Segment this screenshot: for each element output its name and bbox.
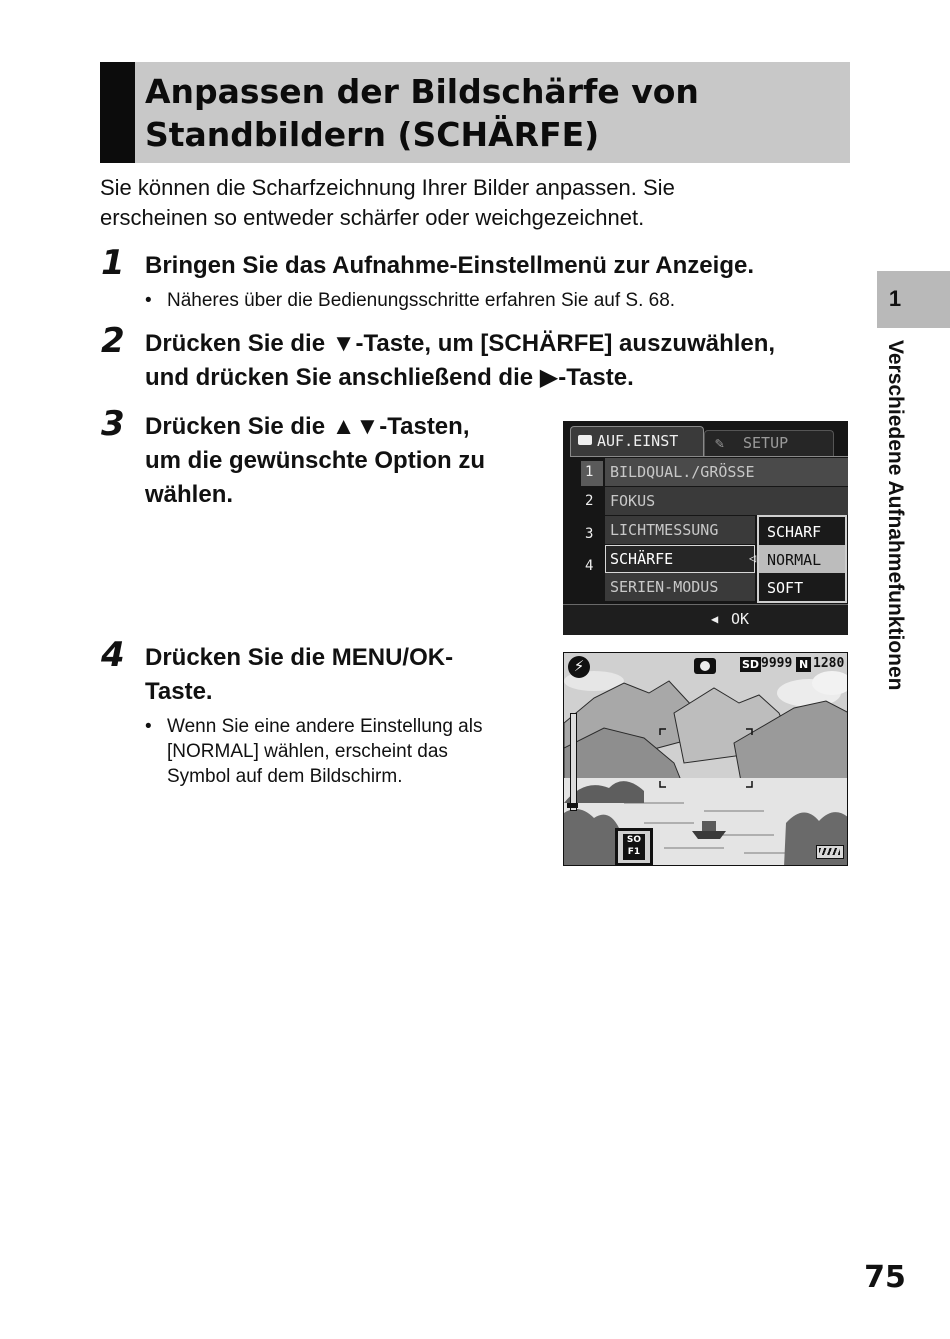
step-3-title-line1: Drücken Sie die ▲▼-Tasten, (145, 413, 470, 440)
step-2-title-line2: und drücken Sie anschließend die ▶-Taste. (145, 364, 634, 391)
title-accent-block (100, 62, 135, 163)
chapter-label: Verschiedene Aufnahmefunktionen (884, 340, 907, 691)
tab-auf-einst (570, 426, 704, 457)
menu-item-serien-modus-label: SERIEN-MODUS (610, 578, 719, 596)
step-4-bullet-text (167, 714, 482, 789)
camera-icon (578, 435, 592, 445)
sd-card-icon: SD (742, 658, 760, 671)
page-indicator-3: 3 (585, 526, 594, 542)
option-normal[interactable] (759, 545, 845, 573)
sharpness-icon-top: SO (626, 835, 642, 845)
step-2-title-line1: Drücken Sie die ▼-Taste, um [SCHÄRFE] auszuwählen, (145, 330, 776, 357)
step-3-title-line3: wählen. (145, 481, 234, 508)
step-4-title (145, 641, 545, 709)
tab-auf-einst-label: AUF.EINST (597, 432, 679, 450)
step-1-title (145, 249, 865, 283)
page-indicator-4: 4 (585, 558, 594, 574)
sharpness-icon-highlight (615, 828, 653, 866)
tab-divider (570, 456, 848, 457)
step-3-title (145, 410, 545, 512)
option-scharf[interactable] (759, 517, 845, 545)
step-2-title (145, 327, 865, 395)
menu-item-schaerfe[interactable] (605, 545, 755, 573)
option-scharf-label: SCHARF (767, 523, 822, 541)
bullet-dot: • (145, 290, 152, 311)
step-1-number: 1 (101, 243, 125, 283)
chapter-number: 1 (888, 286, 902, 311)
step-4-bullet (145, 714, 545, 794)
step-4-bullet-line1: Wenn Sie eine andere Einstellung als (167, 716, 483, 737)
option-soft[interactable] (759, 573, 845, 601)
step-4-number: 4 (101, 635, 125, 675)
menu-item-schaerfe-label: SCHÄRFE (610, 550, 674, 568)
tab-setup-label: SETUP (743, 434, 789, 452)
step-3-title-line2: um die gewünschte Option zu (145, 447, 486, 474)
zoom-position-marker (567, 803, 578, 808)
battery-level (819, 848, 840, 855)
intro-paragraph (100, 173, 820, 233)
page-indicator-2: 2 (585, 493, 594, 509)
camera-mode-icon (694, 658, 716, 674)
menu-item-fokus[interactable] (605, 487, 848, 515)
menu-item-bildqual[interactable] (605, 458, 848, 486)
step-1-bullet (145, 288, 845, 313)
step-1-title-line1: Bringen Sie das Aufnahme-Einstellmenü zur Anzeige. (145, 252, 754, 279)
option-normal-label: NORMAL (767, 551, 822, 569)
sharpness-icon (623, 834, 645, 860)
wrench-icon: ✎ (715, 434, 725, 452)
option-pointer-icon: ◁ (749, 551, 757, 565)
intro-line2: erscheinen so entweder schärfer oder weichgezeichnet. (100, 205, 645, 230)
camera-screen-screenshot (563, 652, 848, 866)
step-3-number: 3 (101, 404, 125, 444)
sharpness-icon-bottom: F1 (627, 847, 641, 857)
page-title-line2: Standbildern (SCHÄRFE) (145, 115, 600, 154)
zoom-bar (570, 713, 577, 811)
menu-item-lichtmessung[interactable] (605, 516, 755, 544)
lens-mark (700, 661, 710, 671)
step-1-bullet-text: Näheres über die Bedienungsschritte erfahren Sie auf S. 68. (167, 290, 676, 311)
menu-item-serien-modus[interactable] (605, 573, 755, 601)
page-number: 75 (864, 1260, 906, 1295)
menu-footer-ok: OK (731, 610, 750, 628)
landscape-preview (564, 653, 848, 866)
quality-icon: N (796, 657, 811, 672)
camera-menu-screenshot (563, 421, 848, 634)
step-4-title-line2: Taste. (145, 678, 213, 705)
page-title-line1: Anpassen der Bildschärfe von (145, 72, 699, 111)
remaining-shots: 9999 (761, 656, 793, 671)
tab-setup (704, 430, 834, 457)
step-2-number: 2 (101, 321, 125, 361)
menu-item-bildqual-label: BILDQUAL./GRÖSSE (610, 463, 755, 481)
intro-line1: Sie können die Scharfzeichnung Ihrer Bilder anpassen. Sie (100, 175, 675, 200)
option-soft-label: SOFT (767, 579, 804, 597)
resolution: 1280 (813, 656, 845, 671)
bullet-dot: • (145, 716, 152, 737)
battery-icon (816, 845, 844, 859)
step-4-title-line1: Drücken Sie die MENU/OK- (145, 644, 454, 671)
menu-item-fokus-label: FOKUS (610, 492, 656, 510)
step-4-bullet-line3: Symbol auf dem Bildschirm. (167, 766, 403, 787)
menu-item-lichtmessung-label: LICHTMESSUNG (610, 521, 719, 539)
sharpness-options-popup (757, 515, 847, 603)
menu-footer (563, 604, 848, 635)
left-arrow-icon: ◀ (711, 612, 719, 626)
flash-off-icon: ⚡ (568, 656, 590, 678)
page-title (145, 70, 845, 156)
page-indicator-1: 1 (585, 464, 594, 480)
step-4-bullet-line2: [NORMAL] wählen, erscheint das (167, 741, 448, 762)
